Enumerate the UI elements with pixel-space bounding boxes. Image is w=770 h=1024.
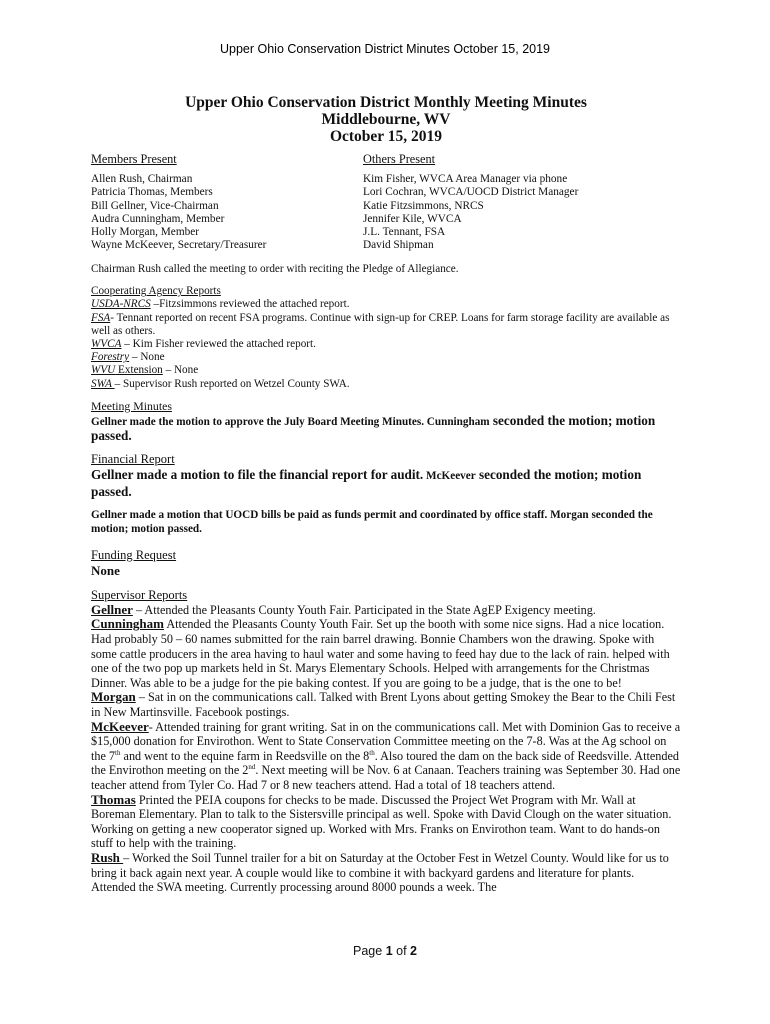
supervisor-thomas bbox=[91, 793, 681, 851]
supervisor-mckeever bbox=[91, 720, 681, 793]
page-of: of bbox=[392, 944, 411, 958]
nrcs-text: –Fitzsimmons reviewed the attached report. bbox=[150, 298, 350, 311]
meeting-minutes-text-a: Gellner made the motion to approve the July Board Meeting Minutes. Cunningham bbox=[91, 415, 490, 428]
running-header: Upper Ohio Conservation District Minutes October 15, 2019 bbox=[219, 42, 551, 56]
wvu-label: WVU bbox=[91, 364, 116, 377]
swa-text: – Supervisor Rush reported on Wetzel County SWA. bbox=[114, 377, 350, 390]
others-list bbox=[363, 173, 578, 252]
member-item: Patricia Thomas, Members bbox=[91, 186, 213, 199]
financial-text-b: McKeever bbox=[423, 469, 476, 482]
mckeever-sup-2: th bbox=[369, 748, 375, 757]
mckeever-report-a: - Attended training for grant writing. Sat in on the communications call. Met with Dominion Gas to receive a $15,000 donation for Envirothon. Went to State Conservation Committee meeting on the 7-8. Was at the Ag school on the 7 bbox=[91, 719, 681, 763]
financial-section bbox=[91, 452, 681, 536]
gellner-report: – Attended the Pleasants County Youth Fair. Participated in the State AgEP Exigency meeting. bbox=[132, 602, 596, 617]
opening-statement: Chairman Rush called the meeting to order with reciting the Pledge of Allegiance. bbox=[91, 263, 459, 275]
thomas-report: Printed the PEIA coupons for checks to be made. Discussed the Project Wet Program with Mr. Wall at Boreman Elementary. Plan to talk to the Sistersville principal as well. Spoke with David Clough on the water situation. Working on getting a new cooperator signed up. Worked with Mrs. Franks on Envirothon team. Want to do hands-on stuff to help with the training. bbox=[91, 792, 672, 851]
other-item: David Shipman bbox=[363, 239, 434, 252]
funding-text: None bbox=[91, 562, 120, 578]
supervisor-section bbox=[91, 588, 681, 895]
financial-motion-1 bbox=[91, 467, 681, 500]
fsa-label: FSA bbox=[91, 311, 111, 324]
fsa-text: - Tennant reported on recent FSA programs. Continue with sign-up for CREP. Loans for farm storage facility are available as well as others. bbox=[91, 311, 670, 337]
meeting-minutes-heading: Meeting Minutes bbox=[91, 398, 172, 413]
forestry-text: – None bbox=[129, 351, 165, 364]
document-body bbox=[91, 94, 681, 895]
mckeever-sup-3: nd bbox=[248, 763, 256, 772]
attendance-section bbox=[91, 153, 681, 261]
supervisor-morgan bbox=[91, 690, 681, 719]
page-footer bbox=[0, 944, 770, 958]
mckeever-report-d: . Next meeting will be Nov. 6 at Canaan. Teachers training was September 30. Had one teacher attend from Tyler Co. Had 7 or 8 new teachers attend. Had a total of 18 teachers attend. bbox=[91, 763, 681, 792]
mckeever-report-b: and went to the equine farm in Reedsville on the 8 bbox=[120, 748, 370, 763]
members-list bbox=[91, 173, 266, 252]
other-item: Lori Cochran, WVCA/UOCD District Manager bbox=[363, 186, 579, 199]
cooperating-agency-section bbox=[91, 285, 681, 391]
cunningham-name: Cunningham bbox=[91, 616, 164, 632]
member-item: Wayne McKeever, Secretary/Treasurer bbox=[91, 239, 267, 252]
page-number: 1 bbox=[385, 944, 393, 958]
wvca-text: – Kim Fisher reviewed the attached report. bbox=[121, 338, 316, 351]
meeting-minutes-section bbox=[91, 399, 681, 444]
page-total: 2 bbox=[410, 944, 417, 958]
financial-text-a: Gellner made a motion to file the financial report for audit. bbox=[91, 466, 424, 482]
page-prefix: Page bbox=[353, 944, 386, 958]
others-present-heading: Others Present bbox=[363, 152, 436, 166]
thomas-name: Thomas bbox=[91, 791, 136, 807]
morgan-name: Morgan bbox=[91, 689, 136, 705]
meeting-minutes-motion bbox=[91, 414, 681, 444]
meeting-minutes-text-b: seconded the motion; motion passed. bbox=[91, 412, 656, 443]
member-item: Bill Gellner, Vice-Chairman bbox=[91, 199, 219, 212]
title-line-2: Middlebourne, WV bbox=[321, 111, 451, 128]
swa-label: SWA bbox=[91, 377, 115, 390]
funding-heading: Funding Request bbox=[91, 547, 177, 562]
other-item: Katie Fitzsimmons, NRCS bbox=[363, 199, 484, 212]
mckeever-sup-1: th bbox=[115, 748, 121, 757]
rush-name: Rush bbox=[91, 849, 124, 865]
mckeever-report-c: . Also toured the dam on the back side of Reedsville. Attended the Envirothon meeting on the 2 bbox=[91, 748, 679, 778]
rush-report: – Worked the Soil Tunnel trailer for a bit on Saturday at the October Fest in Wetzel County. Would like for us to bring it back again next year. A couple would like to combine it with backyard gardens and literature for plants. Attended the SWA meeting. Currently processing around 8000 pounds a week. The bbox=[91, 850, 669, 895]
financial-motion-2: Gellner made a motion that UOCD bills be paid as funds permit and coordinated by office staff. Morgan seconded the motion; motion passed. bbox=[91, 508, 653, 535]
morgan-report: – Sat in on the communications call. Talked with Brent Lyons about getting Smokey the Bear to the Chili Fest in New Martinsville. Facebook postings. bbox=[91, 690, 676, 719]
other-item: Jennifer Kile, WVCA bbox=[363, 212, 462, 225]
funding-section bbox=[91, 548, 681, 578]
other-item: J.L. Tennant, FSA bbox=[363, 226, 446, 239]
nrcs-label: USDA-NRCS bbox=[91, 298, 151, 311]
other-item: Kim Fisher, WVCA Area Manager via phone bbox=[363, 173, 568, 186]
supervisor-heading: Supervisor Reports bbox=[91, 587, 188, 602]
supervisor-rush bbox=[91, 851, 681, 895]
member-item: Audra Cunningham, Member bbox=[91, 212, 225, 225]
member-item: Allen Rush, Chairman bbox=[91, 173, 193, 186]
financial-heading: Financial Report bbox=[91, 451, 175, 466]
wvu-text: – None bbox=[162, 364, 199, 377]
gellner-name: Gellner bbox=[91, 601, 133, 617]
title-line-3: October 15, 2019 bbox=[329, 128, 443, 145]
members-present-column bbox=[91, 153, 266, 252]
wvu-extension: Extension bbox=[115, 364, 163, 377]
cooperating-heading: Cooperating Agency Reports bbox=[91, 285, 221, 298]
wvca-label: WVCA bbox=[91, 338, 122, 351]
supervisor-gellner bbox=[91, 603, 681, 618]
supervisor-cunningham bbox=[91, 617, 681, 690]
member-item: Holly Morgan, Member bbox=[91, 226, 200, 239]
document-title bbox=[91, 94, 681, 145]
others-present-column bbox=[363, 153, 578, 252]
members-present-heading: Members Present bbox=[91, 152, 177, 166]
forestry-label: Forestry bbox=[91, 351, 130, 364]
cunningham-report: Attended the Pleasants County Youth Fair. Set up the booth with some nice signs. Had a nice location. Had probably 50 – 60 names submitted for the rain barrel drawing. Bonnie Chambers won the drawing. Spoke with some cattle producers in the area having to haul water and some having to feed hay due to the lack of rain. helped with one of the two pop up markets held in St. Marys Elementary Schools. Helped with arrangements for the Christmas Dinner. Was able to be a judge for the pie baking contest. If you are going to be a judge, that is the one to be! bbox=[91, 617, 670, 690]
title-line-1: Upper Ohio Conservation District Monthly Meeting Minutes bbox=[185, 94, 587, 111]
financial-text-c: seconded the motion; motion passed. bbox=[91, 466, 642, 500]
mckeever-name: McKeever bbox=[91, 718, 149, 734]
